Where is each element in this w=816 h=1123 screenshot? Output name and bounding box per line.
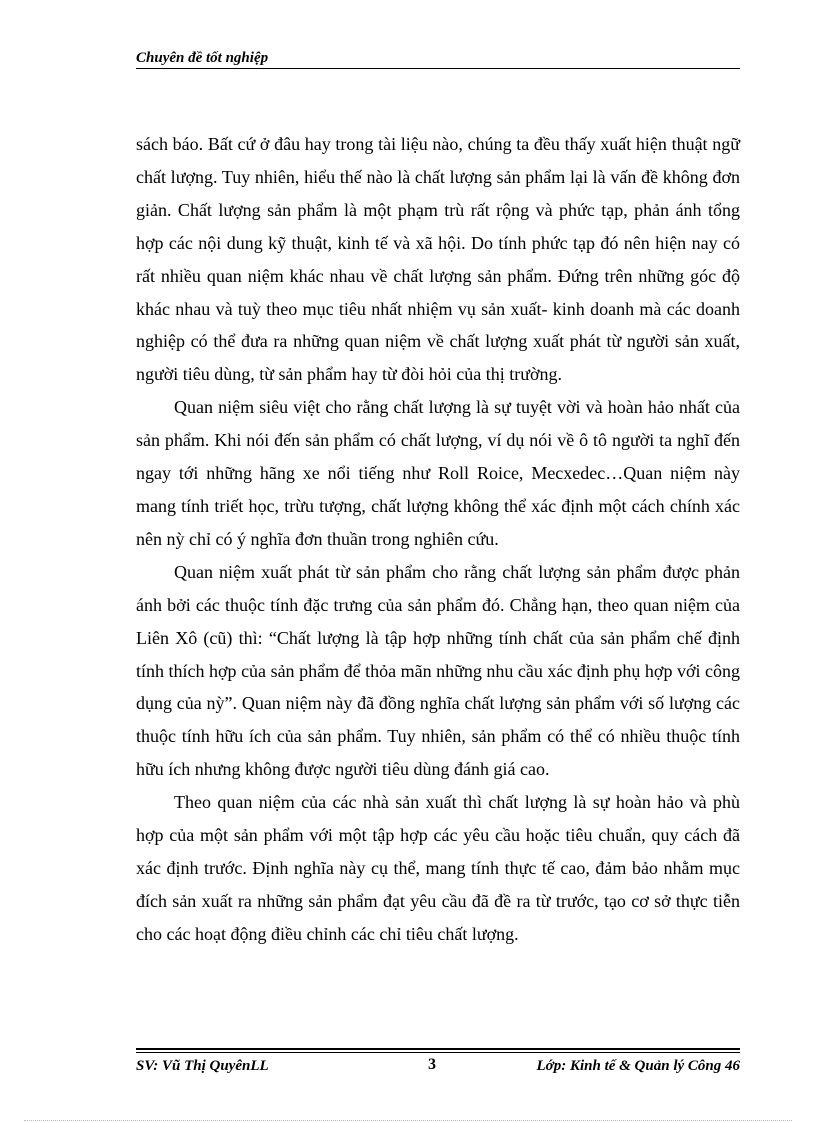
header-rule	[136, 68, 740, 69]
paragraph: Quan niệm xuất phát từ sản phẩm cho rằng chất lượng sản phẩm được phản ánh bởi các thuộc tính đặc trưng của sản phẩm đó. Chẳng hạn, theo quan niệm của Liên Xô (cũ) thì: “Chất lượng là tập hợp những tính chất của sản phẩm chế định tính thích hợp của sản phẩm để thỏa mãn những nhu cầu xác định phụ hợp với công dụng của nỳ”. Quan niệm này đã đồng nghĩa chất lượng sản phẩm với số lượng các thuộc tính hữu ích của sản phẩm. Tuy nhiên, sản phẩm có thể có nhiều thuộc tính hữu ích nhưng không được người tiêu dùng đánh giá cao.	[136, 561, 740, 780]
footer-class: Lớp: Kinh tế & Quản lý Công 46	[536, 1058, 740, 1074]
page-bottom-border	[24, 1120, 792, 1121]
paragraph: Quan niệm siêu việt cho rằng chất lượng là sự tuyệt vời và hoàn hảo nhất của sản phẩm. Khi nói đến sản phẩm có chất lượng, ví dụ nói về ô tô người ta nghĩ đến ngay tới những hãng xe nổi tiếng như Roll Roice, Mecxedec…Quan niệm này mang tính triết học, trừu tượng, chất lượng không thể xác định một cách chính xác nên nỳ chỉ có ý nghĩa đơn thuần trong nghiên cứu.	[136, 397, 740, 549]
footer-student: SV: Vũ Thị QuyênLL	[136, 1058, 269, 1074]
header-title: Chuyên đề tốt nghiệp	[136, 50, 269, 66]
paragraph: sách báo. Bất cứ ở đâu hay trong tài liệu nào, chúng ta đều thấy xuất hiện thuật ngữ chất lượng. Tuy nhiên, hiểu thế nào là chất lượng sản phẩm lại là vấn đề không đơn giản. Chất lượng sản phẩm là một phạm trù rất rộng và phức tạp, phản ánh tổng hợp các nội dung kỹ thuật, kinh tế và xã hội. Do tính phức tạp đó nên hiện nay có rất nhiều quan niệm khác nhau về chất lượng sản phẩm. Đứng trên những góc độ khác nhau và tuỳ theo mục tiêu nhất nhiệm vụ sản xuất- kinh doanh mà các doanh nghiệp có thể đưa ra những quan niệm về chất lượng xuất phát từ người sản xuất, người tiêu dùng, từ sản phẩm hay từ đòi hỏi của thị trường.	[136, 134, 740, 385]
body-text	[136, 128, 740, 951]
page-header	[136, 46, 740, 70]
footer-rule	[136, 1052, 740, 1053]
paragraph: Theo quan niệm của các nhà sản xuất thì chất lượng là sự hoàn hảo và phù hợp của một sản phẩm với một tập hợp các yêu cầu hoặc tiêu chuẩn, quy cách đã xác định trước. Định nghĩa này cụ thể, mang tính thực tế cao, đảm bảo nhằm mục đích sản xuất ra những sản phẩm đạt yêu cầu đã đề ra từ trước, tạo cơ sở thực tiễn cho các hoạt động điều chỉnh các chỉ tiêu chất lượng.	[136, 792, 740, 944]
footer-rule	[136, 1048, 740, 1050]
page-footer	[136, 1048, 740, 1078]
page-number: 3	[428, 1056, 436, 1073]
